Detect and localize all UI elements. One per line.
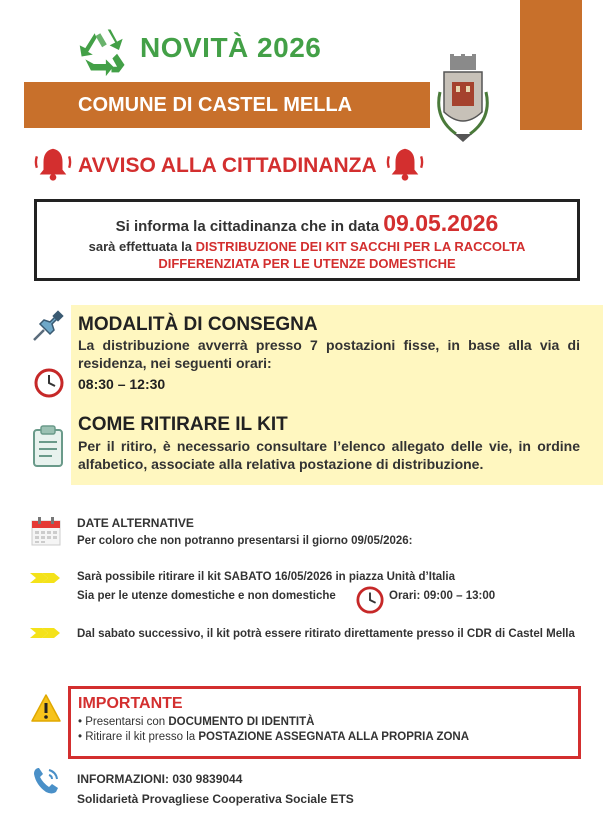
coop-name: Solidarietà Provagliese Cooperativa Sociale ETS bbox=[77, 792, 354, 806]
orange-strip bbox=[520, 0, 582, 130]
warning-icon bbox=[30, 693, 62, 723]
bell-icon bbox=[386, 144, 424, 184]
importante-item1-prefix: • Presentarsi con bbox=[78, 716, 166, 728]
comune-bar bbox=[24, 82, 430, 128]
pin-icon bbox=[30, 310, 64, 344]
cdr-name: CDR di Castel Mella bbox=[466, 628, 575, 640]
ritiro-text: Per il ritiro, è necessario consultare l’elenco allegato delle vie, in ordine alfabetico, associate alla relativa postazione di distribuzione. bbox=[78, 438, 580, 472]
clock-icon bbox=[356, 586, 384, 614]
importante-item bbox=[78, 716, 578, 728]
clock-icon bbox=[34, 368, 64, 398]
calendar-icon bbox=[30, 515, 62, 547]
sabato-line bbox=[77, 571, 455, 583]
modalita-text: La distribuzione avverrà presso 7 postazioni fisse, in base alla via di residenza, nei seguenti orari: bbox=[78, 337, 580, 371]
utenze-line: Sia per le utenze domestiche e non domestiche bbox=[77, 590, 336, 602]
importante-item bbox=[78, 731, 578, 743]
sabato-suffix: in piazza Unità d’Italia bbox=[335, 571, 455, 583]
arrow-icon bbox=[30, 571, 62, 585]
notice-date: 09.05.2026 bbox=[383, 210, 499, 236]
modalita-title: MODALITÀ DI CONSEGNA bbox=[78, 314, 318, 335]
cdr-prefix: Dal sabato successivo, il kit potrà essere ritirato direttamente presso il bbox=[77, 628, 464, 640]
importante-item2-bold: POSTAZIONE ASSEGNATA ALLA PROPRIA ZONA bbox=[198, 731, 470, 743]
bell-icon bbox=[34, 144, 72, 184]
notice-intro: Si informa la cittadinanza che in data bbox=[115, 218, 380, 235]
alternative-title: DATE ALTERNATIVE bbox=[77, 516, 194, 530]
orari-text: Orari: 09:00 – 13:00 bbox=[389, 590, 496, 602]
recycle-icon bbox=[76, 22, 132, 78]
importante-box bbox=[68, 686, 581, 759]
cdr-line bbox=[77, 626, 587, 643]
notice-box bbox=[34, 199, 580, 281]
alternative-text: Per coloro che non potranno presentarsi il giorno 09/05/2026: bbox=[77, 535, 413, 547]
importante-title: IMPORTANTE bbox=[78, 695, 183, 712]
comune-title: COMUNE DI CASTEL MELLA bbox=[78, 93, 353, 116]
sabato-date: SABATO 16/05/2026 bbox=[224, 571, 333, 583]
notice-line-1 bbox=[37, 210, 577, 237]
crest-icon bbox=[430, 52, 496, 148]
importante-item2-prefix: • Ritirare il kit presso la bbox=[78, 731, 196, 743]
notice-line-2 bbox=[37, 239, 577, 254]
notice-line-3: DIFFERENZIATA PER LE UTENZE DOMESTICHE bbox=[158, 256, 456, 271]
importante-item1-bold: DOCUMENTO DI IDENTITÀ bbox=[168, 716, 315, 728]
page-title: NOVITÀ 2026 bbox=[140, 32, 322, 63]
modalita-time: 08:30 – 12:30 bbox=[78, 376, 166, 392]
info-contact: INFORMAZIONI: 030 9839044 bbox=[77, 772, 243, 786]
arrow-icon bbox=[30, 626, 62, 640]
phone-icon bbox=[30, 765, 62, 797]
avviso-title: AVVISO ALLA CITTADINANZA bbox=[78, 154, 377, 177]
ritiro-title: COME RITIRARE IL KIT bbox=[78, 414, 288, 435]
notice-line2-red: DISTRIBUZIONE DEI KIT SACCHI PER LA RACCOLTA bbox=[195, 239, 526, 254]
sabato-prefix: Sarà possibile ritirare il kit bbox=[77, 571, 221, 583]
notice-line2-prefix: sarà effettuata la bbox=[88, 239, 192, 254]
clipboard-icon bbox=[30, 424, 66, 468]
